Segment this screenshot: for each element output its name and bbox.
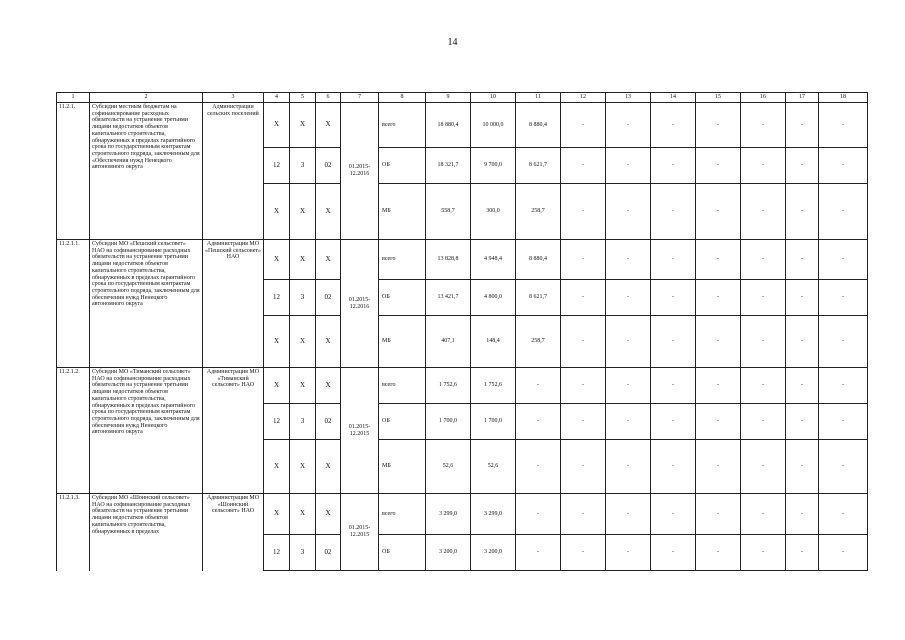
amount-cell: - bbox=[561, 240, 606, 280]
amount-cell: 258,7 bbox=[516, 316, 561, 368]
amount-cell: - bbox=[696, 184, 741, 240]
amount-cell: 10 000,0 bbox=[471, 103, 516, 148]
funding-level: ОБ bbox=[379, 280, 426, 316]
column-header-9: 9 bbox=[426, 93, 471, 103]
amount-cell: - bbox=[561, 280, 606, 316]
amount-cell: - bbox=[741, 240, 786, 280]
code-cell: X bbox=[316, 240, 341, 280]
code-cell: 12 bbox=[264, 535, 290, 571]
amount-cell: 1 752,6 bbox=[471, 368, 516, 404]
code-cell: X bbox=[290, 103, 316, 148]
amount-cell: - bbox=[741, 368, 786, 404]
amount-cell: - bbox=[696, 440, 741, 494]
code-cell: 02 bbox=[316, 280, 341, 316]
code-cell: 3 bbox=[290, 280, 316, 316]
amount-cell: - bbox=[606, 184, 651, 240]
header-row bbox=[57, 93, 868, 103]
amount-cell: - bbox=[516, 440, 561, 494]
funding-level: МБ bbox=[379, 316, 426, 368]
code-cell: X bbox=[290, 240, 316, 280]
code-cell: 3 bbox=[290, 148, 316, 184]
amount-cell: - bbox=[651, 148, 696, 184]
code-cell: X bbox=[316, 316, 341, 368]
amount-cell: - bbox=[741, 535, 786, 571]
amount-cell: - bbox=[651, 404, 696, 440]
item-executor: Администрация МО «Тиманский сельсовет» НАО bbox=[203, 368, 264, 494]
amount-cell: - bbox=[786, 316, 819, 368]
column-header-18: 18 bbox=[819, 93, 868, 103]
amount-cell: - bbox=[516, 368, 561, 404]
amount-cell: - bbox=[561, 103, 606, 148]
amount-cell: - bbox=[786, 148, 819, 184]
amount-cell: 1 700,0 bbox=[426, 404, 471, 440]
amount-cell: 300,0 bbox=[471, 184, 516, 240]
amount-cell: - bbox=[819, 148, 868, 184]
amount-cell: - bbox=[741, 184, 786, 240]
item-number: 11.2.1.1. bbox=[57, 240, 90, 368]
column-header-16: 16 bbox=[741, 93, 786, 103]
amount-cell: 52,6 bbox=[426, 440, 471, 494]
amount-cell: - bbox=[606, 494, 651, 535]
amount-cell: 1 700,0 bbox=[471, 404, 516, 440]
amount-cell: 9 700,0 bbox=[471, 148, 516, 184]
amount-cell: 52,6 bbox=[471, 440, 516, 494]
item-number: 11.2.1.3. bbox=[57, 494, 90, 571]
item-period: 01.2015-12.2016 bbox=[341, 103, 379, 240]
column-header-10: 10 bbox=[471, 93, 516, 103]
amount-cell: - bbox=[606, 535, 651, 571]
amount-cell: 148,4 bbox=[471, 316, 516, 368]
amount-cell: - bbox=[819, 440, 868, 494]
amount-cell: - bbox=[606, 404, 651, 440]
code-cell: X bbox=[264, 368, 290, 404]
amount-cell: 18 321,7 bbox=[426, 148, 471, 184]
amount-cell: - bbox=[741, 440, 786, 494]
column-header-14: 14 bbox=[651, 93, 696, 103]
code-cell: X bbox=[316, 494, 341, 535]
item-name: Субсидии МО «Шоинский сельсовет» НАО на софинансирование расходных обязательств на устранение третьими лицами недостатков объектов капитального строительства, обнаруженных в пределах bbox=[90, 494, 203, 571]
item-executor: Администрация МО «Пешский сельсовет» НАО bbox=[203, 240, 264, 368]
code-cell: 3 bbox=[290, 404, 316, 440]
table-row bbox=[57, 240, 868, 280]
amount-cell: - bbox=[606, 240, 651, 280]
column-header-5: 5 bbox=[290, 93, 316, 103]
amount-cell: - bbox=[561, 404, 606, 440]
amount-cell: 3 200,0 bbox=[471, 535, 516, 571]
amount-cell: - bbox=[651, 440, 696, 494]
amount-cell: - bbox=[561, 440, 606, 494]
amount-cell: - bbox=[786, 404, 819, 440]
amount-cell: 8 880,4 bbox=[516, 103, 561, 148]
funding-level: всего bbox=[379, 103, 426, 148]
amount-cell: - bbox=[651, 535, 696, 571]
amount-cell: 407,1 bbox=[426, 316, 471, 368]
amount-cell: 1 752,6 bbox=[426, 368, 471, 404]
column-header-2: 2 bbox=[90, 93, 203, 103]
code-cell: X bbox=[316, 440, 341, 494]
amount-cell: - bbox=[516, 535, 561, 571]
funding-level: МБ bbox=[379, 440, 426, 494]
code-cell: X bbox=[290, 440, 316, 494]
code-cell: 3 bbox=[290, 535, 316, 571]
amount-cell: - bbox=[561, 316, 606, 368]
amount-cell: - bbox=[786, 368, 819, 404]
amount-cell: - bbox=[786, 280, 819, 316]
amount-cell: 8 880,4 bbox=[516, 240, 561, 280]
code-cell: X bbox=[264, 103, 290, 148]
code-cell: 12 bbox=[264, 148, 290, 184]
code-cell: X bbox=[290, 184, 316, 240]
amount-cell: - bbox=[819, 368, 868, 404]
amount-cell: 3 299,0 bbox=[426, 494, 471, 535]
amount-cell: - bbox=[819, 184, 868, 240]
funding-level: всего bbox=[379, 368, 426, 404]
amount-cell: - bbox=[651, 280, 696, 316]
amount-cell: - bbox=[561, 184, 606, 240]
code-cell: 02 bbox=[316, 404, 341, 440]
code-cell: X bbox=[290, 368, 316, 404]
amount-cell: 18 880,4 bbox=[426, 103, 471, 148]
amount-cell: - bbox=[516, 404, 561, 440]
amount-cell: 558,7 bbox=[426, 184, 471, 240]
column-header-11: 11 bbox=[516, 93, 561, 103]
amount-cell: - bbox=[741, 404, 786, 440]
amount-cell: - bbox=[786, 440, 819, 494]
amount-cell: - bbox=[741, 148, 786, 184]
amount-cell: - bbox=[561, 494, 606, 535]
amount-cell: 13 828,8 bbox=[426, 240, 471, 280]
amount-cell: - bbox=[651, 494, 696, 535]
amount-cell: - bbox=[819, 494, 868, 535]
amount-cell: - bbox=[741, 103, 786, 148]
code-cell: 12 bbox=[264, 404, 290, 440]
program-table bbox=[56, 92, 868, 571]
code-cell: X bbox=[316, 103, 341, 148]
amount-cell: - bbox=[696, 404, 741, 440]
amount-cell: 8 621,7 bbox=[516, 280, 561, 316]
amount-cell: - bbox=[606, 103, 651, 148]
code-cell: X bbox=[264, 316, 290, 368]
column-header-6: 6 bbox=[316, 93, 341, 103]
amount-cell: - bbox=[606, 316, 651, 368]
amount-cell: - bbox=[819, 280, 868, 316]
code-cell: 12 bbox=[264, 280, 290, 316]
amount-cell: - bbox=[561, 368, 606, 404]
amount-cell: - bbox=[696, 494, 741, 535]
code-cell: X bbox=[264, 494, 290, 535]
amount-cell: - bbox=[696, 240, 741, 280]
amount-cell: - bbox=[741, 316, 786, 368]
amount-cell: 4 800,0 bbox=[471, 280, 516, 316]
funding-level: ОБ bbox=[379, 535, 426, 571]
item-executor: Администрация МО «Шоинский сельсовет» НАО bbox=[203, 494, 264, 571]
amount-cell: 4 948,4 bbox=[471, 240, 516, 280]
funding-level: всего bbox=[379, 240, 426, 280]
code-cell: X bbox=[264, 240, 290, 280]
code-cell: X bbox=[316, 184, 341, 240]
amount-cell: - bbox=[741, 280, 786, 316]
item-executor: Администрации сельских поселений bbox=[203, 103, 264, 240]
amount-cell: - bbox=[651, 240, 696, 280]
amount-cell: - bbox=[516, 494, 561, 535]
amount-cell: - bbox=[696, 535, 741, 571]
code-cell: X bbox=[264, 440, 290, 494]
amount-cell: - bbox=[819, 240, 868, 280]
funding-level: МБ bbox=[379, 184, 426, 240]
column-header-3: 3 bbox=[203, 93, 264, 103]
amount-cell: - bbox=[819, 535, 868, 571]
item-name: Субсидии МО «Пешский сельсовет» НАО на софинансирование расходных обязательств на устранение третьими лицами недостатков объектов капитального строительства, обнаруженных в пределах гарантийного срока по государственным контрактам строительного подряда, заключенным для обеспечения нужд Ненецкого автономного округа bbox=[90, 240, 203, 368]
amount-cell: - bbox=[651, 184, 696, 240]
amount-cell: - bbox=[606, 368, 651, 404]
item-number: 11.2.1.2. bbox=[57, 368, 90, 494]
funding-level: ОБ bbox=[379, 404, 426, 440]
table-row bbox=[57, 103, 868, 148]
table-row bbox=[57, 368, 868, 404]
amount-cell: - bbox=[786, 494, 819, 535]
code-cell: X bbox=[316, 368, 341, 404]
amount-cell: - bbox=[651, 316, 696, 368]
amount-cell: - bbox=[696, 103, 741, 148]
page-number: 14 bbox=[447, 37, 458, 48]
amount-cell: - bbox=[696, 148, 741, 184]
column-header-13: 13 bbox=[606, 93, 651, 103]
amount-cell: - bbox=[786, 103, 819, 148]
amount-cell: - bbox=[786, 535, 819, 571]
column-header-1: 1 bbox=[57, 93, 90, 103]
amount-cell: - bbox=[606, 440, 651, 494]
amount-cell: - bbox=[561, 535, 606, 571]
item-name: Субсидии местным бюджетам на софинансирование расходных обязательств на устранение третьими лицами недостатков объектов капитального строительства, обнаруженных в пределах гарантийного срока по государственным контрактам строительного подряда, заключенным для «Обеспечения нужд Ненецкого автономного округа bbox=[90, 103, 203, 240]
column-header-12: 12 bbox=[561, 93, 606, 103]
amount-cell: 3 200,0 bbox=[426, 535, 471, 571]
amount-cell: 3 299,0 bbox=[471, 494, 516, 535]
code-cell: 02 bbox=[316, 148, 341, 184]
item-period: 01.2015-12.2016 bbox=[341, 240, 379, 368]
amount-cell: - bbox=[786, 184, 819, 240]
amount-cell: 8 621,7 bbox=[516, 148, 561, 184]
column-header-4: 4 bbox=[264, 93, 290, 103]
column-header-15: 15 bbox=[696, 93, 741, 103]
amount-cell: - bbox=[696, 316, 741, 368]
amount-cell: - bbox=[819, 404, 868, 440]
item-period: 01.2015-12.2015 bbox=[341, 494, 379, 571]
funding-level: всего bbox=[379, 494, 426, 535]
amount-cell: - bbox=[741, 494, 786, 535]
column-header-7: 7 bbox=[341, 93, 379, 103]
code-cell: 02 bbox=[316, 535, 341, 571]
amount-cell: 13 421,7 bbox=[426, 280, 471, 316]
column-header-8: 8 bbox=[379, 93, 426, 103]
amount-cell: - bbox=[696, 368, 741, 404]
column-header-17: 17 bbox=[786, 93, 819, 103]
amount-cell: - bbox=[696, 280, 741, 316]
amount-cell: - bbox=[819, 316, 868, 368]
code-cell: X bbox=[290, 494, 316, 535]
item-period: 01.2015-12.2015 bbox=[341, 368, 379, 494]
table-row bbox=[57, 494, 868, 535]
amount-cell: - bbox=[561, 148, 606, 184]
item-number: 11.2.1. bbox=[57, 103, 90, 240]
funding-level: ОБ bbox=[379, 148, 426, 184]
amount-cell: - bbox=[651, 368, 696, 404]
code-cell: X bbox=[290, 316, 316, 368]
amount-cell: - bbox=[606, 148, 651, 184]
amount-cell: - bbox=[606, 280, 651, 316]
item-name: Субсидии МО «Тиманский сельсовет» НАО на софинансирование расходных обязательств на устранение третьими лицами недостатков объектов капитального строительства, обнаруженных в пределах гарантийного срока по государственным контрактам строительного подряда, заключенным для обеспечения нужд Ненецкого автономного округа bbox=[90, 368, 203, 494]
code-cell: X bbox=[264, 184, 290, 240]
amount-cell: - bbox=[786, 240, 819, 280]
amount-cell: - bbox=[819, 103, 868, 148]
amount-cell: 258,7 bbox=[516, 184, 561, 240]
amount-cell: - bbox=[651, 103, 696, 148]
